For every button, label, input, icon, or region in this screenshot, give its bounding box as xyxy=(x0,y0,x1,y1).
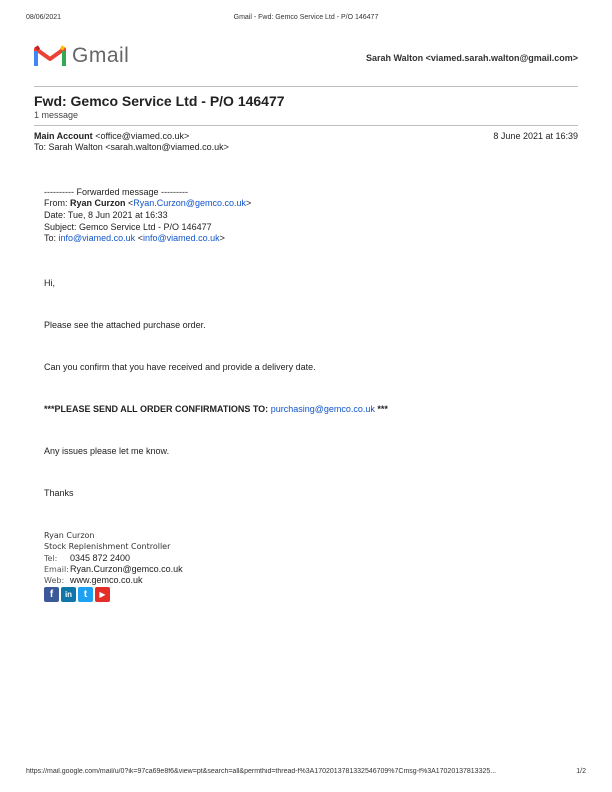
account-label: Sarah Walton <viamed.sarah.walton@gmail.com> xyxy=(365,53,578,63)
signature-email-value[interactable]: Ryan.Curzon@gemco.co.uk xyxy=(70,564,183,574)
signature-email xyxy=(44,564,183,574)
body-paragraph-4: Any issues please let me know. xyxy=(44,446,170,456)
forwarded-to-label: To: xyxy=(44,233,59,243)
print-date: 08/06/2021 xyxy=(26,14,62,21)
forwarded-from xyxy=(44,198,251,208)
twitter-icon[interactable]: t xyxy=(78,587,93,602)
forwarded-from-label: From: xyxy=(44,198,70,208)
confirmation-notice-tail: *** xyxy=(374,404,388,414)
print-title: Gmail - Fwd: Gemco Service Ltd - P/O 146477 xyxy=(233,14,379,21)
forwarded-from-close: > xyxy=(245,198,252,208)
signature-web-label: Web: xyxy=(44,576,65,585)
signature-web xyxy=(44,575,143,585)
body-paragraph-2: Can you confirm that you have received and provide a delivery date. xyxy=(44,362,316,372)
linkedin-icon[interactable]: in xyxy=(61,587,76,602)
forwarded-to-link-bracketed[interactable]: info@viamed.co.uk xyxy=(142,233,220,243)
facebook-icon[interactable]: f xyxy=(44,587,59,602)
youtube-icon[interactable]: ▶ xyxy=(95,587,110,602)
signature-title: Stock Replenishment Controller xyxy=(44,542,171,551)
greeting: Hi, xyxy=(44,278,55,288)
sender-email: <office@viamed.co.uk> xyxy=(95,131,190,141)
sender-name: Main Account xyxy=(34,131,93,141)
purchasing-email-link[interactable]: purchasing@gemco.co.uk xyxy=(270,404,375,414)
message-date: 8 June 2021 at 16:39 xyxy=(493,131,578,141)
forwarded-to-close: > xyxy=(219,233,225,243)
sender-line xyxy=(34,131,189,141)
forwarded-to-open: < xyxy=(135,233,143,243)
forwarded-to xyxy=(44,233,225,243)
gmail-m-icon xyxy=(34,44,66,68)
message-count: 1 message xyxy=(34,110,79,120)
forwarded-to-link[interactable]: info@viamed.co.uk xyxy=(58,233,136,243)
signature-tel-value: 0345 872 2400 xyxy=(70,553,131,563)
body-paragraph-1: Please see the attached purchase order. xyxy=(44,320,206,330)
recipient-line: To: Sarah Walton <sarah.walton@viamed.co.uk> xyxy=(34,142,229,152)
forwarded-from-name: Ryan Curzon xyxy=(70,198,126,208)
forwarded-header: ---------- Forwarded message --------- xyxy=(44,187,188,197)
print-url: https://mail.google.com/mail/u/0?ik=97ca69e8f6&view=pt&search=all&permthid=thread-f%3A1702013781332546709%7Cmsg-f%3A17020137813325... xyxy=(26,768,497,775)
forwarded-date: Date: Tue, 8 Jun 2021 at 16:33 xyxy=(44,210,168,220)
signature-email-label: Email: xyxy=(44,565,69,574)
forwarded-from-email-link[interactable]: Ryan.Curzon@gemco.co.uk xyxy=(133,198,246,208)
forwarded-from-open: < xyxy=(125,198,134,208)
thread-subject: Fwd: Gemco Service Ltd - P/O 146477 xyxy=(34,93,285,109)
page-number: 1/2 xyxy=(576,768,586,775)
signature-tel-label: Tel: xyxy=(44,554,58,563)
sign-off: Thanks xyxy=(44,488,74,498)
confirmation-notice xyxy=(44,404,388,414)
confirmation-notice-text: ***PLEASE SEND ALL ORDER CONFIRMATIONS TO: xyxy=(44,404,271,414)
subject-divider xyxy=(34,125,578,126)
signature-name: Ryan Curzon xyxy=(44,531,95,540)
header-divider xyxy=(34,86,578,87)
gmail-logo xyxy=(34,44,130,73)
gmail-wordmark: Gmail xyxy=(72,44,130,67)
forwarded-subject: Subject: Gemco Service Ltd - P/O 146477 xyxy=(44,222,212,232)
signature-web-value[interactable]: www.gemco.co.uk xyxy=(70,575,143,585)
signature-tel xyxy=(44,553,130,563)
